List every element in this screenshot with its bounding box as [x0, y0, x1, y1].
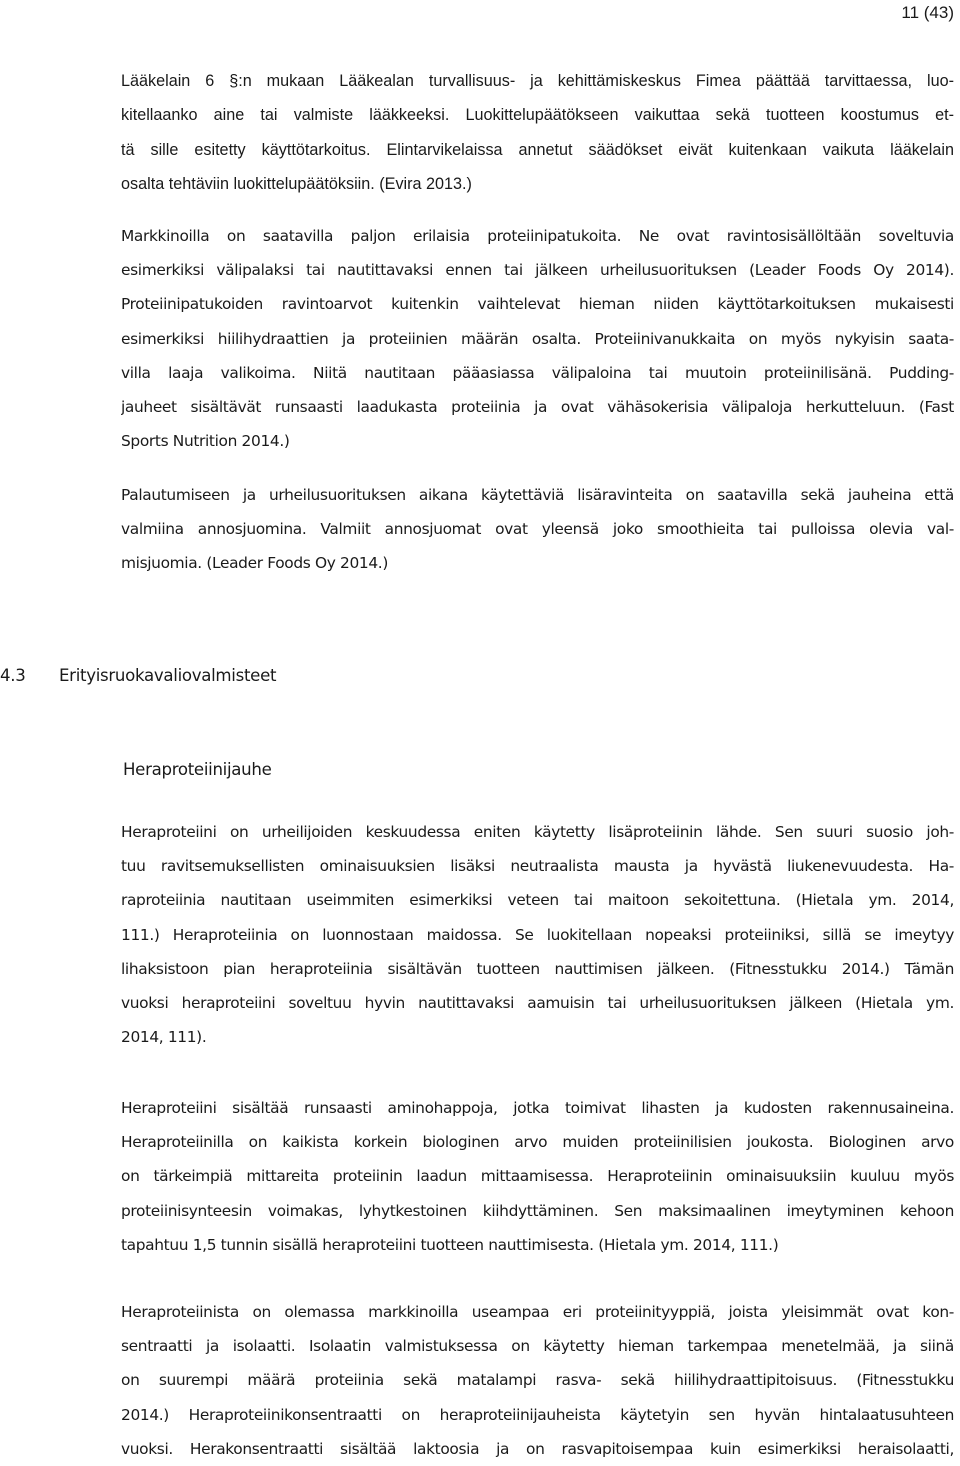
paragraph-heraproteiini-intro	[121, 815, 954, 1054]
text-line: esimerkiksi välipalaksi tai nautittavaksi ennen tai jälkeen urheilusuorituksen (Leader Foods Oy 2014).	[121, 261, 954, 280]
text-line: kitellaanko aine tai valmiste lääkkeeksi. Luokittelupäätökseen vaikuttaa sekä tuotteen koostumus et-	[121, 106, 954, 125]
text-line: Palautumiseen ja urheilusuorituksen aikana käytettäviä lisäravinteita on saatavilla sekä jauheina että	[121, 486, 954, 504]
text-line: raproteiinia nautitaan useimmiten esimerkiksi veteen tai maitoon sekoitettuna. (Hietala ym. 2014,	[121, 891, 954, 910]
text-line: tuu ravitsemuksellisten ominaisuuksien lisäksi neutraalista mausta ja hyvästä liukenevuudesta. Ha-	[121, 857, 954, 876]
text-line: lihaksistoon pian heraproteiinia sisältävän tuotteen nauttimisen jälkeen. (Fitnesstukku 2014.) Tämän	[121, 959, 954, 978]
paragraph-proteiinityypit	[121, 1295, 954, 1466]
text-line: sentraatti ja isolaatti. Isolaatin valmistuksessa on käytetty hieman tarkempaa menetelmää, ja siinä	[121, 1337, 954, 1356]
paragraph-lääkelaki	[121, 64, 954, 201]
text-line: vuoksi heraproteiini soveltuu hyvin nautittavaksi aamuisin tai urheilusuorituksen jälkeen (Hietala ym.	[121, 994, 954, 1013]
section-heading	[0, 663, 276, 689]
text-line: Lääkelain 6 §:n mukaan Lääkealan turvallisuus- ja kehittämiskeskus Fimea päättää tarvittaessa, luo-	[121, 72, 954, 90]
text-line: Heraproteiini sisältää runsaasti aminohappoja, jotka toimivat lihasten ja kudosten rakennusaineina.	[121, 1099, 954, 1117]
text-line: on tärkeimpiä mittareita proteiinin laadun mittaamisessa. Heraproteiinin ominaisuuksiin kuuluu myös	[121, 1167, 954, 1186]
text-line: Heraproteiinilla on kaikista korkein biologinen arvo muiden proteiinilisien joukosta. Biologinen arvo	[121, 1133, 954, 1152]
text-line: 2014, 111).	[121, 1028, 207, 1047]
text-line: Proteiinipatukoiden ravintoarvot kuitenkin vaihtelevat hieman niiden käyttötarkoituksen mukaisesti	[121, 295, 954, 314]
paragraph-proteiinipatukat	[121, 219, 954, 458]
text-line: misjuomia. (Leader Foods Oy 2014.)	[121, 554, 388, 573]
text-line: 2014.) Heraproteiinikonsentraatti on heraproteiinijauheista käytetyin sen hyvän hintalaatusuhteen	[121, 1405, 954, 1424]
paragraph-aminohapot	[121, 1091, 954, 1262]
text-line: osalta tehtäviin luokittelupäätöksiin. (Evira 2013.)	[121, 174, 472, 193]
text-line: Heraproteiinista on olemassa markkinoilla useampaa eri proteiinityyppiä, joista yleisimmät ovat kon-	[121, 1303, 954, 1321]
text-line: tapahtuu 1,5 tunnin sisällä heraproteiini tuotteen nauttimisesta. (Hietala ym. 2014, 111.)	[121, 1235, 779, 1254]
section-title: Erityisruokavaliovalmisteet	[59, 666, 277, 685]
text-line: 111.) Heraproteiinia on luonnostaan maidossa. Se luokitellaan nopeaksi proteiiniksi, sillä se imeytyy	[121, 925, 954, 944]
text-line: tä sille esitetty käyttötarkoitus. Elintarvikelaissa annetut säädökset eivät kuitenkaan vaikuta lääkelain	[121, 140, 954, 159]
text-line: Markkinoilla on saatavilla paljon erilaisia proteiinipatukoita. Ne ovat ravintosisällöltään soveltuvia	[121, 227, 954, 245]
text-line: Sports Nutrition 2014.)	[121, 432, 290, 451]
text-line: valmiina annosjuomina. Valmiit annosjuomat ovat yleensä joko smoothieita tai pulloissa olevia val-	[121, 520, 954, 539]
text-line: vuoksi. Herakonsentraatti sisältää laktoosia ja on rasvapitoisempaa kuin esimerkiksi heraisolaatti,	[121, 1439, 954, 1458]
text-line: on suurempi määrä proteiinia sekä matalampi rasva- sekä hiilihydraattipitoisuus. (Fitnesstukku	[121, 1371, 954, 1390]
text-line: jauheet sisältävät runsaasti laadukasta proteiinia ja ovat vähäsokerisia välipaloja herkutteluun. (Fast	[121, 398, 954, 417]
text-line: esimerkiksi hiilihydraattien ja proteiinien määrän osalta. Proteiinivanukkaita on myös nykyisin saata-	[121, 329, 954, 348]
section-number: 4.3	[0, 666, 26, 685]
text-line: villa laaja valikoima. Niitä nautitaan pääasiassa välipaloina tai muutoin proteiinilisänä. Pudding-	[121, 363, 954, 382]
text-line: proteiinisynteesin voimakas, lyhytkestoinen kiihdyttäminen. Sen maksimaalinen imeytyminen kehoon	[121, 1201, 954, 1220]
text-line: Heraproteiini on urheilijoiden keskuudessa eniten käytetty lisäproteiinin lähde. Sen suuri suosio joh-	[121, 823, 954, 841]
subsection-heading: Heraproteiinijauhe	[123, 760, 272, 779]
paragraph-palautuminen	[121, 478, 954, 581]
page-number: 11 (43)	[901, 3, 954, 22]
